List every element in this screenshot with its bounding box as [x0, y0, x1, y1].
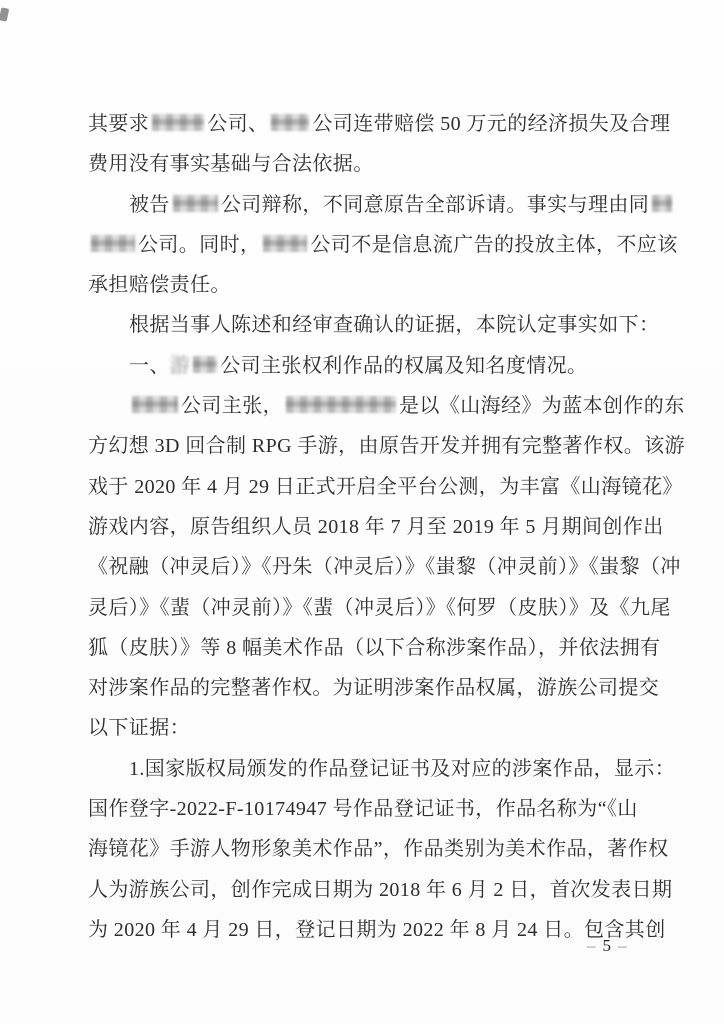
text-segment: 承担赔偿责任。 [88, 274, 231, 297]
text-line [88, 467, 683, 507]
text-segment: 一、 [129, 354, 170, 377]
text-segment: 公司不是信息流广告的投放主体，不应该 [310, 233, 678, 256]
text-segment: 公司主张， [181, 395, 283, 418]
redacted-text [91, 235, 135, 252]
text-line [88, 668, 660, 708]
scan-artifact [0, 7, 9, 21]
text-segment: 《祝融（冲灵后）》《丹朱（冲灵后）》《蚩黎（冲灵前）》《蚩黎（冲 [88, 556, 681, 579]
text-segment: 被告 [129, 193, 170, 216]
redacted-text [132, 396, 178, 413]
text-line [88, 144, 648, 184]
text-line [88, 628, 661, 668]
text-line [88, 104, 671, 144]
page-number-dash-left: – [587, 936, 598, 955]
text-line [88, 588, 671, 628]
text-segment: 公司主张权利作品的权属及知名度情况。 [220, 354, 588, 377]
text-segment: 公司辩称，不同意原告全部诉请。事实与理由同 [220, 193, 650, 216]
text-segment: 费用没有事实基础与合法依据。 [88, 153, 374, 176]
text-line [88, 829, 669, 869]
text-segment: 国作登字-2022-F-10174947 号作品登记证书，作品名称为“《山 [88, 798, 638, 821]
text-segment: 游戏内容，原告组织人员 2018 年 7 月至 2019 年 5 月期间创作出 [88, 515, 664, 538]
text-line [88, 386, 685, 426]
text-line [88, 185, 648, 225]
text-line [88, 346, 648, 386]
text-segment: 1.国家版权局颁发的作品登记证书及对应的涉案作品，显示： [129, 757, 676, 780]
text-line [88, 265, 648, 305]
text-segment: 是以《山海经》为蓝本创作的东 [399, 395, 685, 418]
page-number-value: 5 [602, 936, 613, 955]
text-segment: 公司连带赔偿 50 万元的经济损失及合理 [312, 113, 671, 135]
text-segment: 灵后）》《蜚（冲灵前）》《蜚（冲灵后）》《何罗（皮肤）》及《九尾 [88, 596, 671, 619]
text-line [88, 910, 666, 950]
redacted-text [173, 195, 218, 212]
blurred-text: 游 [169, 354, 191, 377]
redacted-text [152, 114, 204, 131]
text-segment: 以下证据： [88, 717, 190, 740]
text-line [88, 870, 673, 910]
page-number [582, 936, 634, 956]
text-line [88, 789, 648, 829]
text-segment: 海镜花》手游人物形象美术作品”，作品类别为美术作品，著作权 [88, 838, 669, 861]
document-body [88, 104, 685, 950]
text-segment: 其要求 [88, 113, 150, 135]
redacted-text [271, 114, 309, 131]
page-number-dash-right: – [618, 936, 629, 955]
text-segment: 根据当事人陈述和经审查确认的证据，本院认定事实如下： [129, 314, 660, 337]
redacted-text [263, 235, 307, 252]
text-line [88, 708, 648, 748]
text-segment: 为 2020 年 4 月 29 日，登记日期为 2022 年 8 月 24 日。包含其创 [88, 918, 666, 941]
text-segment: 公司。同时， [138, 233, 261, 256]
text-segment: 狐（皮肤）》等 8 幅美术作品（以下合称涉案作品），并依法拥有 [88, 636, 661, 659]
text-line [88, 507, 664, 547]
text-segment: 公司、 [207, 113, 269, 135]
text-segment: 戏于 2020 年 4 月 29 日正式开启全平台公测，为丰富《山海镜花》 [88, 475, 683, 498]
redacted-text [193, 356, 217, 373]
text-segment: 人为游族公司，创作完成日期为 2018 年 6 月 2 日，首次发表日期 [88, 878, 673, 901]
text-line [88, 749, 676, 789]
text-segment: 方幻想 3D 回合制 RPG 手游，由原告开发并拥有完整著作权。该游 [88, 435, 685, 458]
redacted-text [286, 396, 396, 413]
text-segment: 对涉案作品的完整著作权。为证明涉案作品权属，游族公司提交 [88, 677, 660, 700]
text-line [88, 225, 678, 265]
text-line [88, 426, 685, 466]
text-line [88, 305, 660, 345]
redacted-text [652, 195, 672, 212]
text-line [88, 547, 681, 587]
